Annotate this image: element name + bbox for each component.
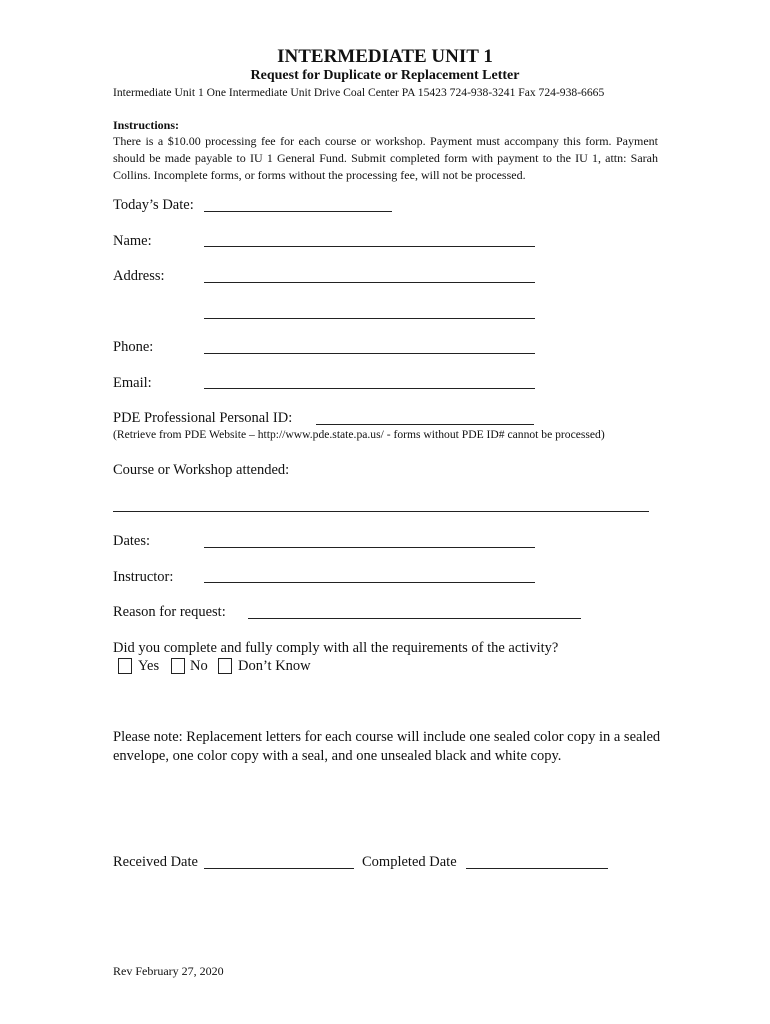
dates-label: Dates: (113, 533, 151, 549)
dont-know-option-label: Don’t Know (238, 658, 311, 674)
yes-option-label: Yes (138, 658, 160, 674)
reason-field[interactable] (248, 618, 581, 619)
email-field[interactable] (204, 388, 535, 389)
name-label: Name: (113, 233, 152, 249)
revision-date: Rev February 27, 2020 (113, 964, 224, 978)
pde-id-note: (Retrieve from PDE Website – http://www.pde.state.pa.us/ - forms without PDE ID# cannot be processed) (113, 428, 605, 441)
todays-date-label: Today’s Date: (113, 197, 194, 213)
received-date-field[interactable] (204, 868, 354, 869)
course-label: Course or Workshop attended: (113, 462, 290, 478)
pde-id-field[interactable] (316, 424, 534, 425)
received-date-label: Received Date (113, 854, 198, 870)
completed-date-label: Completed Date (362, 854, 457, 870)
organization-address: Intermediate Unit 1 One Intermediate Unit Drive Coal Center PA 15423 724-938-3241 Fax 724-938-6665 (113, 86, 605, 99)
instructor-label: Instructor: (113, 569, 174, 585)
comply-question: Did you complete and fully comply with all the requirements of the activity? (113, 640, 559, 656)
course-field[interactable] (113, 511, 649, 512)
pde-id-label: PDE Professional Personal ID: (113, 410, 293, 426)
instructions-text: There is a $10.00 processing fee for each course or workshop. Payment must accompany this form. Payment should be made payable to IU 1 General Fund. Submit completed form with payment to the IU 1, attn: Sarah Collins. Incomplete forms, or forms without the processing fee, will not be processed. (113, 134, 658, 182)
phone-label: Phone: (113, 339, 154, 355)
address-label: Address: (113, 268, 165, 284)
reason-label: Reason for request: (113, 604, 226, 620)
instructions-heading: Instructions: (113, 118, 180, 132)
replacement-note: Please note: Replacement letters for each course will include one sealed color copy in a sealed envelope, one color copy with a seal, and one unsealed black and white copy. (113, 729, 661, 764)
form-subtitle: Request for Duplicate or Replacement Letter (250, 68, 520, 83)
no-checkbox[interactable] (171, 658, 185, 674)
address-field-line-2[interactable] (204, 318, 535, 319)
dates-field[interactable] (204, 547, 535, 548)
no-option-label: No (190, 658, 208, 674)
email-label: Email: (113, 375, 152, 391)
yes-checkbox[interactable] (118, 658, 132, 674)
address-field-line-1[interactable] (204, 282, 535, 283)
completed-date-field[interactable] (466, 868, 608, 869)
name-field[interactable] (204, 246, 535, 247)
todays-date-field[interactable] (204, 211, 392, 212)
dont-know-checkbox[interactable] (218, 658, 232, 674)
instructor-field[interactable] (204, 582, 535, 583)
page-title: INTERMEDIATE UNIT 1 (277, 46, 493, 67)
phone-field[interactable] (204, 353, 535, 354)
